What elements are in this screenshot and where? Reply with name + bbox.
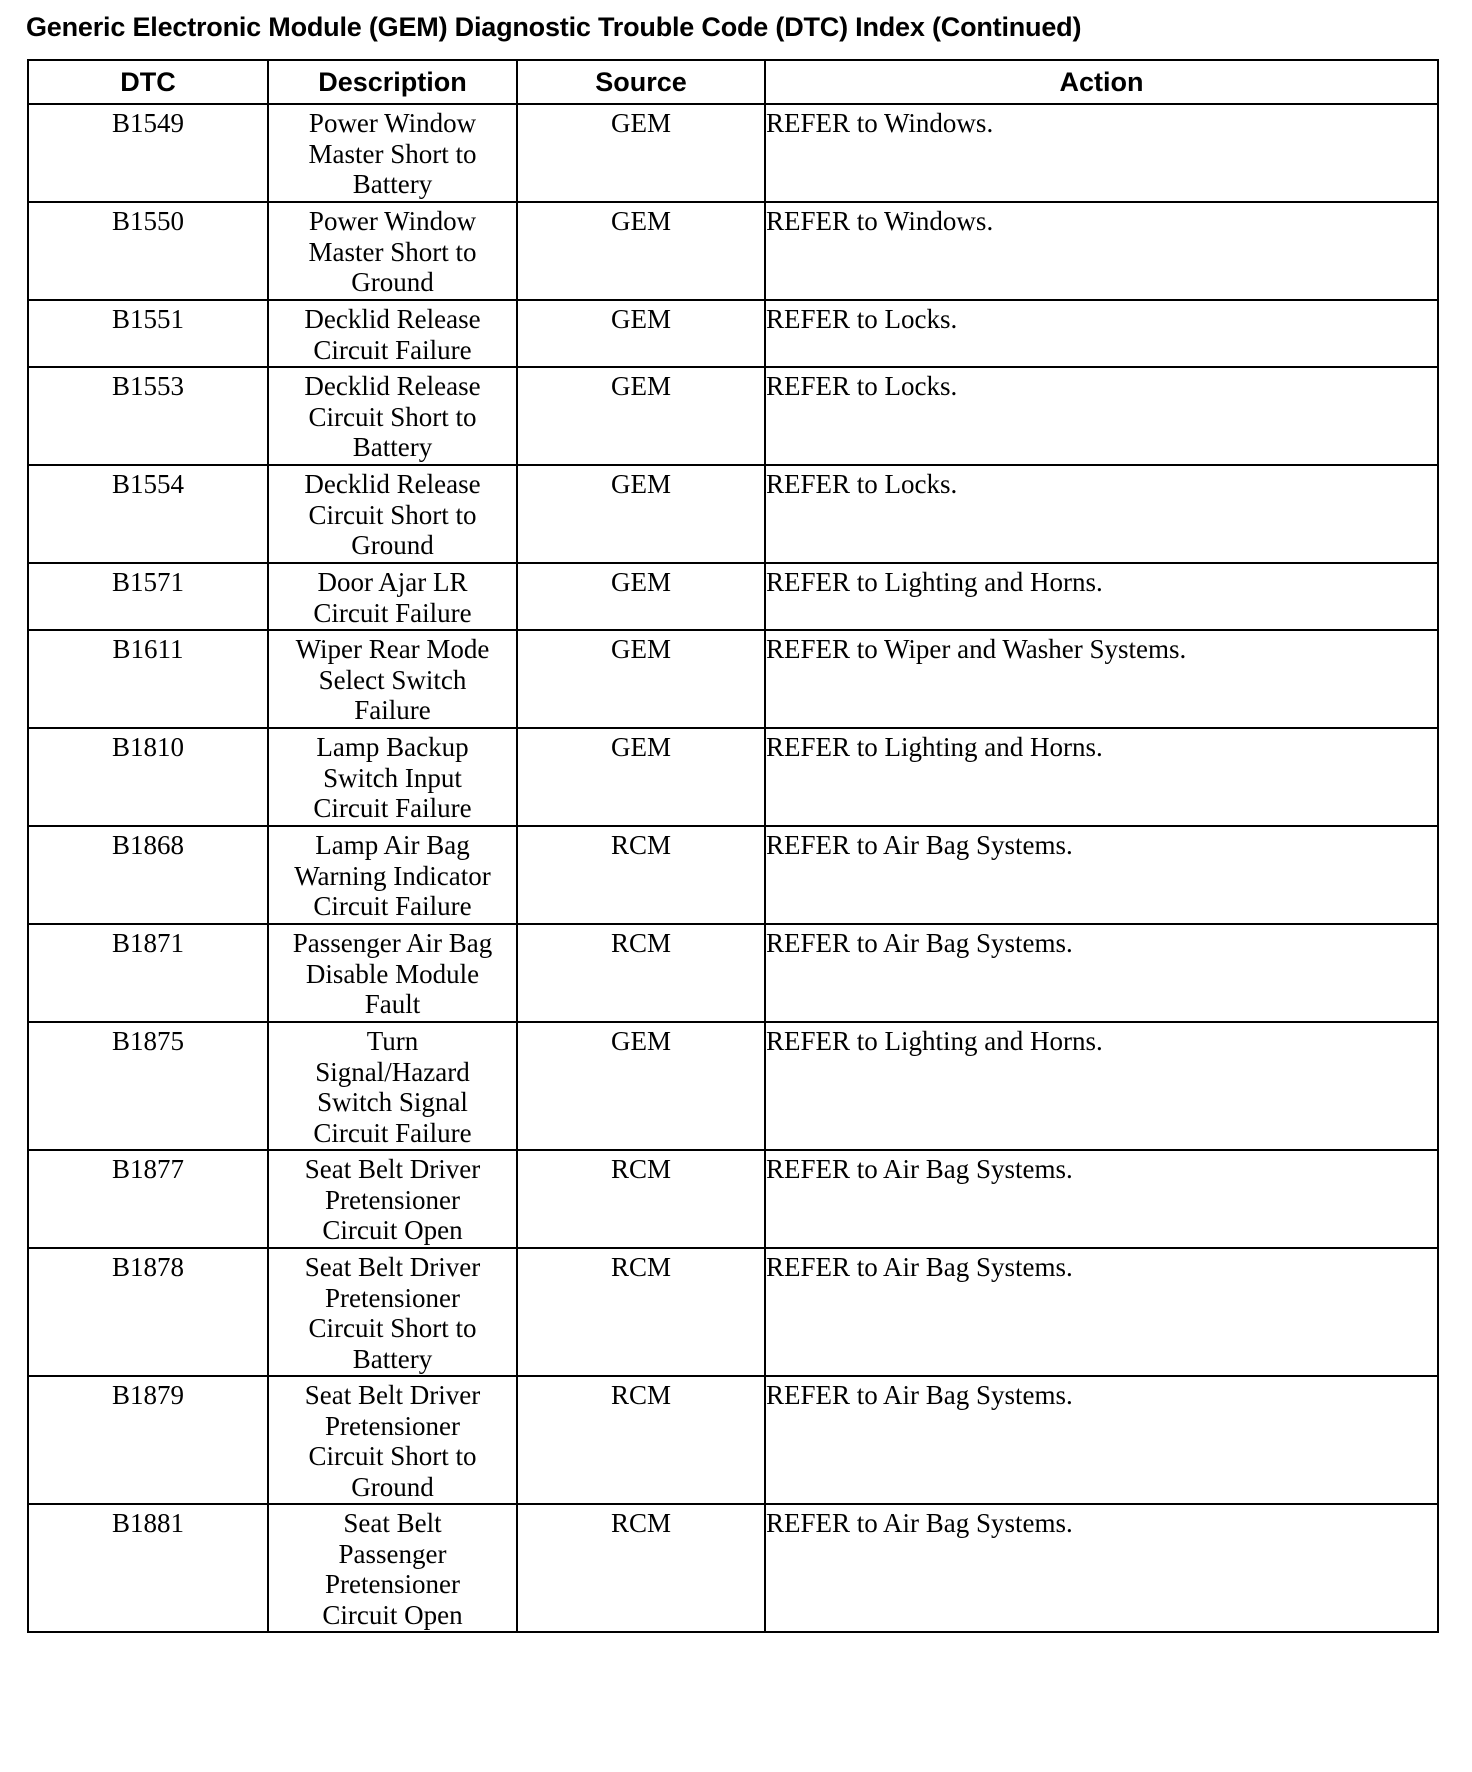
- description-line: Circuit Failure: [313, 793, 472, 824]
- table-body: [28, 104, 1438, 1632]
- description-line: Passenger: [338, 1538, 447, 1569]
- table-row: [28, 104, 1438, 202]
- description-cell: [268, 202, 517, 300]
- action-cell: REFER to Air Bag Systems.: [765, 1376, 1438, 1504]
- dtc-code-cell: B1549: [28, 104, 268, 202]
- description-line: Battery: [352, 1343, 433, 1374]
- description-line: Warning Indicator: [294, 860, 491, 891]
- dtc-code-cell: B1877: [28, 1150, 268, 1248]
- table-row: [28, 1376, 1438, 1504]
- source-cell: RCM: [517, 1150, 765, 1248]
- dtc-code-cell: B1871: [28, 924, 268, 1022]
- table-row: [28, 1022, 1438, 1150]
- action-cell: REFER to Lighting and Horns.: [765, 563, 1438, 630]
- description-cell: [268, 728, 517, 826]
- source-cell: GEM: [517, 1022, 765, 1150]
- description-line: Power Window: [308, 108, 477, 138]
- column-header-source: Source: [517, 60, 765, 104]
- description-line: Lamp Backup: [316, 732, 469, 762]
- description-line: Battery: [352, 432, 433, 463]
- description-line: Pretensioner: [325, 1410, 460, 1441]
- description-line: Wiper Rear Mode: [295, 634, 490, 664]
- description-line: Circuit Failure: [313, 1117, 472, 1148]
- description-line: Select Switch: [318, 664, 467, 695]
- dtc-code-cell: B1554: [28, 465, 268, 563]
- description-cell: [268, 1376, 517, 1504]
- action-cell: REFER to Air Bag Systems.: [765, 826, 1438, 924]
- source-cell: GEM: [517, 300, 765, 367]
- description-line: Decklid Release: [304, 304, 481, 334]
- table-row: [28, 630, 1438, 728]
- source-cell: GEM: [517, 630, 765, 728]
- table-row: [28, 367, 1438, 465]
- dtc-code-cell: B1868: [28, 826, 268, 924]
- description-line: Passenger Air Bag: [292, 928, 493, 958]
- dtc-code-cell: B1875: [28, 1022, 268, 1150]
- action-cell: REFER to Air Bag Systems.: [765, 1150, 1438, 1248]
- description-line: Seat Belt Driver: [304, 1154, 481, 1184]
- dtc-code-cell: B1571: [28, 563, 268, 630]
- table-row: [28, 924, 1438, 1022]
- description-line: Circuit Short to: [308, 401, 477, 432]
- description-line: Circuit Failure: [313, 597, 472, 628]
- dtc-code-cell: B1551: [28, 300, 268, 367]
- table-row: [28, 563, 1438, 630]
- dtc-code-cell: B1550: [28, 202, 268, 300]
- description-line: Power Window: [308, 206, 477, 236]
- description-line: Circuit Short to: [308, 499, 477, 530]
- description-line: Circuit Short to: [308, 1441, 477, 1472]
- source-cell: RCM: [517, 1504, 765, 1632]
- dtc-index-table: [27, 59, 1439, 1633]
- description-line: Circuit Short to: [308, 1313, 477, 1344]
- description-cell: [268, 924, 517, 1022]
- description-cell: [268, 1022, 517, 1150]
- action-cell: REFER to Lighting and Horns.: [765, 728, 1438, 826]
- action-cell: REFER to Air Bag Systems.: [765, 924, 1438, 1022]
- description-line: Turn: [366, 1026, 419, 1056]
- action-cell: REFER to Air Bag Systems.: [765, 1248, 1438, 1376]
- description-line: Disable Module: [305, 958, 480, 989]
- description-line: Seat Belt: [343, 1508, 442, 1538]
- description-line: Ground: [351, 267, 434, 298]
- action-cell: REFER to Wiper and Washer Systems.: [765, 630, 1438, 728]
- action-cell: REFER to Air Bag Systems.: [765, 1504, 1438, 1632]
- description-line: Decklid Release: [304, 469, 481, 499]
- source-cell: GEM: [517, 563, 765, 630]
- description-cell: [268, 1504, 517, 1632]
- description-line: Decklid Release: [304, 371, 481, 401]
- description-line: Switch Signal: [317, 1087, 468, 1118]
- table-row: [28, 728, 1438, 826]
- description-line: Lamp Air Bag: [315, 830, 470, 860]
- description-cell: [268, 104, 517, 202]
- dtc-code-cell: B1878: [28, 1248, 268, 1376]
- table-row: [28, 465, 1438, 563]
- table-row: [28, 1504, 1438, 1632]
- description-line: Door Ajar LR: [317, 567, 468, 597]
- description-line: Switch Input: [323, 762, 462, 793]
- description-line: Circuit Failure: [313, 334, 472, 365]
- dtc-code-cell: B1879: [28, 1376, 268, 1504]
- table-row: [28, 826, 1438, 924]
- action-cell: REFER to Locks.: [765, 367, 1438, 465]
- source-cell: RCM: [517, 1248, 765, 1376]
- description-line: Fault: [364, 989, 421, 1020]
- description-line: Battery: [352, 169, 433, 200]
- description-cell: [268, 630, 517, 728]
- source-cell: RCM: [517, 924, 765, 1022]
- source-cell: GEM: [517, 202, 765, 300]
- source-cell: RCM: [517, 1376, 765, 1504]
- source-cell: GEM: [517, 367, 765, 465]
- description-line: Failure: [354, 695, 431, 726]
- column-header-action: Action: [765, 60, 1438, 104]
- description-line: Master Short to: [308, 138, 477, 169]
- source-cell: GEM: [517, 465, 765, 563]
- description-line: Seat Belt Driver: [304, 1380, 481, 1410]
- table-header-row: [28, 60, 1438, 104]
- dtc-code-cell: B1611: [28, 630, 268, 728]
- source-cell: RCM: [517, 826, 765, 924]
- action-cell: REFER to Lighting and Horns.: [765, 1022, 1438, 1150]
- dtc-code-cell: B1881: [28, 1504, 268, 1632]
- action-cell: REFER to Locks.: [765, 465, 1438, 563]
- source-cell: GEM: [517, 104, 765, 202]
- description-line: Pretensioner: [325, 1282, 460, 1313]
- description-line: Seat Belt Driver: [304, 1252, 481, 1282]
- description-cell: [268, 1248, 517, 1376]
- table-row: [28, 1248, 1438, 1376]
- source-cell: GEM: [517, 728, 765, 826]
- description-line: Circuit Open: [322, 1215, 463, 1246]
- action-cell: REFER to Windows.: [765, 104, 1438, 202]
- page-title: Generic Electronic Module (GEM) Diagnostic Trouble Code (DTC) Index (Continued): [26, 12, 1082, 42]
- description-line: Master Short to: [308, 236, 477, 267]
- dtc-code-cell: B1810: [28, 728, 268, 826]
- description-line: Ground: [351, 1471, 434, 1502]
- description-line: Circuit Failure: [313, 891, 472, 922]
- table-row: [28, 202, 1438, 300]
- description-line: Pretensioner: [325, 1184, 460, 1215]
- column-header-description: Description: [268, 60, 517, 104]
- column-header-dtc: DTC: [28, 60, 268, 104]
- description-cell: [268, 465, 517, 563]
- description-cell: [268, 563, 517, 630]
- description-line: Signal/Hazard: [315, 1056, 470, 1087]
- description-line: Ground: [351, 530, 434, 561]
- action-cell: REFER to Locks.: [765, 300, 1438, 367]
- table-row: [28, 300, 1438, 367]
- table-row: [28, 1150, 1438, 1248]
- description-cell: [268, 1150, 517, 1248]
- description-line: Pretensioner: [325, 1569, 460, 1600]
- description-cell: [268, 826, 517, 924]
- action-cell: REFER to Windows.: [765, 202, 1438, 300]
- description-cell: [268, 300, 517, 367]
- description-line: Circuit Open: [322, 1599, 463, 1630]
- description-cell: [268, 367, 517, 465]
- dtc-code-cell: B1553: [28, 367, 268, 465]
